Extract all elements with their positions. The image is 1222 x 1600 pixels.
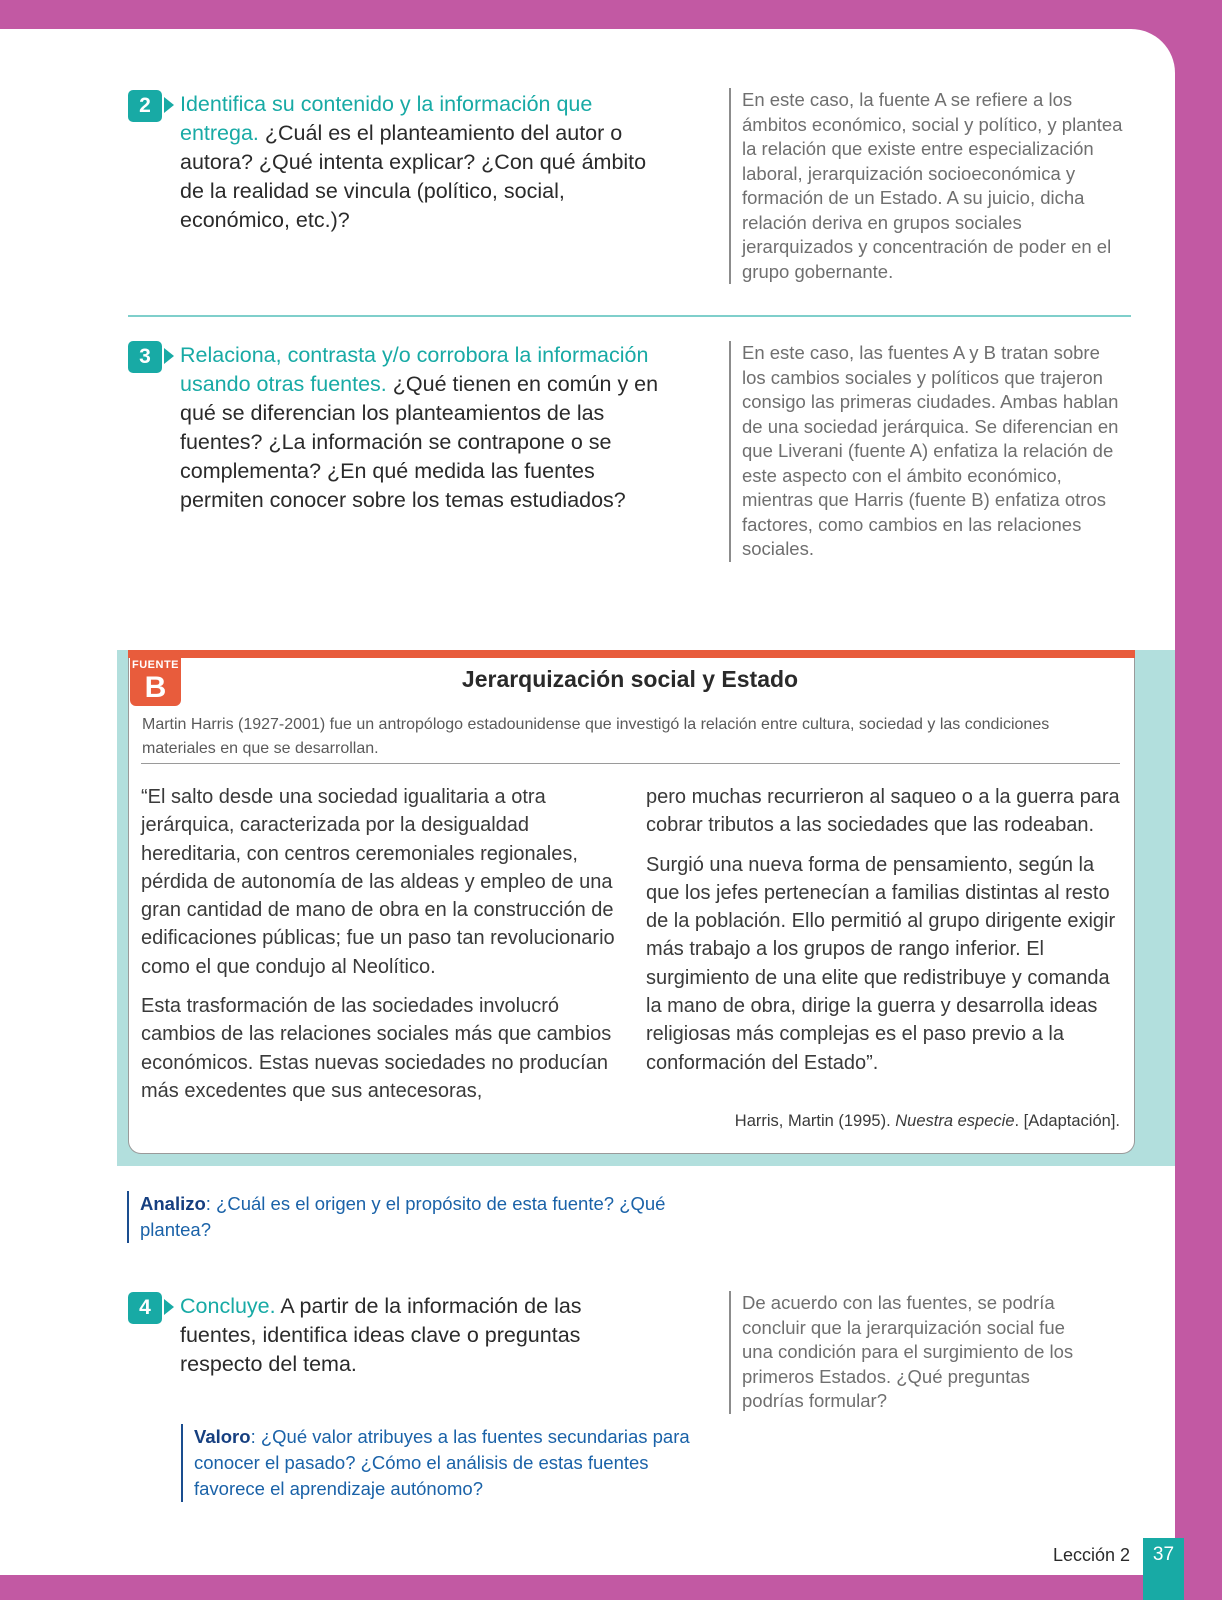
step-4-question: [180, 1292, 630, 1379]
step-3-text: ¿Qué tienen en común y en qué se diferencian los planteamientos de las fuentes? ¿La información se contrapone o se complementa? ¿En qué medida las fuentes permiten conocer sobre los temas estudiados?: [180, 372, 659, 512]
page-number: 37: [1143, 1538, 1184, 1600]
valoro-text: : ¿Qué valor atribuyes a las fuentes secundarias para conocer el pasado? ¿Cómo el análisis de estas fuentes favorece el aprendizaje autónomo?: [194, 1426, 690, 1499]
step-2-heading: Identifica su contenido y la información que entrega.: [180, 92, 593, 145]
step-3-answer: En este caso, las fuentes A y B tratan sobre los cambios sociales y políticos que trajeron consigo las primeras ciudades. Ambas hablan de una sociedad jerárquica. Se diferencian en que Liverani (fuente A) enfatiza la relación de este aspecto con el ámbito económico, mientras que Harris (fuente B) enfatiza otros factores, como cambios en las relaciones sociales.: [729, 341, 1127, 562]
source-column-right: [646, 783, 1124, 1088]
source-divider: [141, 763, 1120, 764]
analizo-text: : ¿Cuál es el origen y el propósito de esta fuente? ¿Qué plantea?: [140, 1193, 666, 1240]
valoro-box: [181, 1424, 694, 1502]
source-tag-label: FUENTE: [132, 659, 179, 671]
analizo-label: Analizo: [140, 1193, 206, 1214]
lesson-label: Lección 2: [1052, 1545, 1130, 1565]
arrow-right-icon: [164, 97, 174, 113]
arrow-right-icon: [164, 1299, 174, 1315]
source-tag: [130, 656, 181, 706]
step-3-heading: Relaciona, contrasta y/o corrobora la información usando otras fuentes.: [180, 343, 649, 396]
source-paragraph: Surgió una nueva forma de pensamiento, según la que los jefes pertenecían a familias distintas al resto de la población. Ello permitió al grupo dirigente exigir más trabajo a los grupos de rango inferior. El surgimiento de una elite que redistribuye y comanda la mano de obra, dirige la guerra y desarrolla ideas religiosas más complejas es el paso previo a la conformación del Estado”.: [646, 853, 1116, 1074]
valoro-label: Valoro: [194, 1426, 251, 1447]
step-2-badge: 2: [128, 90, 162, 122]
source-reference: Harris, Martin (1995). Nuestra especie. [Adaptación].: [734, 1112, 1120, 1130]
source-paragraph: “El salto desde una sociedad igualitaria a otra jerárquica, caracterizada por la desigualdad hereditaria, con centros ceremoniales regionales, pérdida de autonomía de las aldeas y empleo de una gran cantidad de mano de obra en la construcción de edificaciones públicas; fue un paso tan revolucionario como el que condujo al Neolítico.: [141, 786, 615, 978]
source-title: Jerarquización social y Estado: [461, 666, 799, 692]
arrow-right-icon: [164, 348, 174, 364]
section-divider: [128, 315, 1131, 317]
step-2-text: ¿Cuál es el planteamiento del autor o autora? ¿Qué intenta explicar? ¿Con qué ámbito de la realidad se vincula (político, social, económico, etc.)?: [180, 121, 647, 232]
source-tag-letter: B: [144, 671, 167, 704]
step-4-badge: 4: [128, 1292, 162, 1324]
source-paragraph: Esta trasformación de las sociedades involucró cambios de las relaciones sociales más que cambios económicos. Estas nuevas sociedades no producían más excedentes que sus antecesoras,: [141, 995, 612, 1102]
source-paragraph: pero muchas recurrieron al saqueo o a la guerra para cobrar tributos a las sociedades que las rodeaban.: [646, 786, 1120, 837]
source-column-left: [141, 783, 619, 1116]
source-intro: Martin Harris (1927-2001) fue un antropólogo estadounidense que investigó la relación entre cultura, sociedad y las condiciones materiales en que se desarrollan.: [142, 716, 1050, 757]
source-top-bar: [128, 650, 1135, 658]
source-book-title: Nuestra especie: [895, 1112, 1015, 1130]
step-4-answer: De acuerdo con las fuentes, se podría concluir que la jerarquización social fue una condición para el surgimiento de los primeros Estados. ¿Qué preguntas podrías formular?: [729, 1291, 1092, 1414]
analizo-box: [127, 1191, 680, 1243]
step-4-heading: Concluye.: [180, 1294, 276, 1318]
step-2-answer: En este caso, la fuente A se refiere a los ámbitos económico, social y político, y plantea la relación que existe entre especialización laboral, jerarquización socioeconómica y formación de un Estado. A su juicio, dicha relación deriva en grupos sociales jerarquizados y concentración de poder en el grupo gobernante.: [729, 88, 1127, 284]
step-3-badge: 3: [128, 341, 162, 373]
step-4-text: A partir de la información de las fuentes, identifica ideas clave o preguntas respecto del tema.: [180, 1294, 582, 1376]
step-2-question: [180, 90, 650, 235]
step-3-question: [180, 341, 660, 515]
